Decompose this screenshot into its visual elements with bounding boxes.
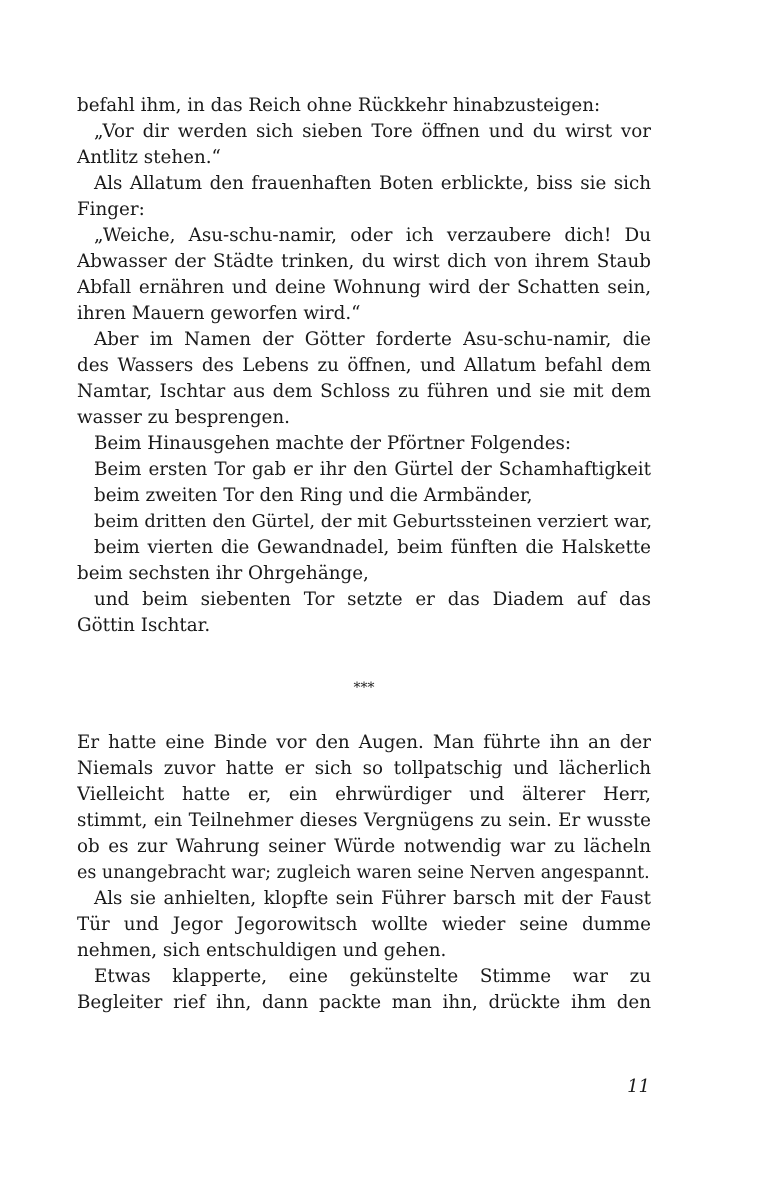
text-line: befahl ihm, in das Reich ohne Rückkehr hinabzusteigen: xyxy=(77,95,601,116)
text-section-1 xyxy=(77,93,651,639)
text-line: Antlitz stehen.“ xyxy=(77,147,221,168)
text-line: nehmen, sich entschuldigen und gehen. xyxy=(77,940,447,961)
text-line: Namtar, Ischtar aus dem Schloss zu führen und sie mit dem xyxy=(77,381,651,402)
text-line: beim zweiten Tor den Ring und die Armbänder, xyxy=(94,485,533,506)
text-line: es unangebracht war; zugleich waren seine Nerven angespannt. xyxy=(77,863,650,883)
text-line: Aber im Namen der Götter forderte Asu-schu-namir, die xyxy=(94,329,651,350)
text-line: Als Allatum den frauenhaften Boten erblickte, biss sie sich xyxy=(94,173,651,194)
page-number: 11 xyxy=(627,1076,650,1097)
text-line: Er hatte eine Binde vor den Augen. Man führte ihn an der xyxy=(77,732,651,753)
text-line: wasser zu besprengen. xyxy=(77,407,290,428)
page-text xyxy=(77,93,653,1013)
text-line: Finger: xyxy=(77,199,145,220)
text-line: beim sechsten ihr Ohrgehänge, xyxy=(77,563,369,584)
text-line: Tür und Jegor Jegorowitsch wollte wieder seine dumme xyxy=(77,914,651,935)
text-line: Beim Hinausgehen machte der Pförtner Folgendes: xyxy=(94,433,572,454)
text-line: beim vierten die Gewandnadel, beim fünften die Halskette xyxy=(94,537,651,558)
text-line: Beim ersten Tor gab er ihr den Gürtel der Schamhaftigkeit xyxy=(94,459,651,480)
text-line: Vielleicht hatte er, ein ehrwürdiger und älterer Herr, xyxy=(77,784,651,805)
text-line: Als sie anhielten, klopfte sein Führer barsch mit der Faust xyxy=(94,888,651,909)
text-line: „Weiche, Asu-schu-namir, oder ich verzaubere dich! Du xyxy=(94,225,651,246)
text-line: Göttin Ischtar. xyxy=(77,615,211,636)
text-line: „Vor dir werden sich sieben Tore öffnen und du wirst vor xyxy=(94,121,651,142)
text-section-2 xyxy=(77,730,651,1016)
text-line: Begleiter rief ihn, dann packte man ihn, drückte ihm den xyxy=(77,992,651,1013)
text-line: des Wassers des Lebens zu öffnen, und Allatum befahl dem xyxy=(77,355,651,376)
section-separator: *** xyxy=(353,680,375,696)
text-line: beim dritten den Gürtel, der mit Geburtssteinen verziert war, xyxy=(94,511,653,532)
text-line: Niemals zuvor hatte er sich so tollpatschig und lächerlich xyxy=(77,758,651,779)
text-line: ob es zur Wahrung seiner Würde notwendig war zu lächeln xyxy=(77,836,651,857)
text-line: Etwas klapperte, eine gekünstelte Stimme war zu xyxy=(94,966,651,987)
text-line: Abwasser der Städte trinken, du wirst dich von ihrem Staub xyxy=(77,251,651,272)
text-line: Abfall ernähren und deine Wohnung wird der Schatten sein, xyxy=(77,277,651,298)
text-line: stimmt, ein Teilnehmer dieses Vergnügens zu sein. Er wusste xyxy=(77,810,651,831)
text-line: ihren Mauern geworfen wird.“ xyxy=(77,303,361,324)
text-line: und beim siebenten Tor setzte er das Diadem auf das xyxy=(94,589,651,610)
